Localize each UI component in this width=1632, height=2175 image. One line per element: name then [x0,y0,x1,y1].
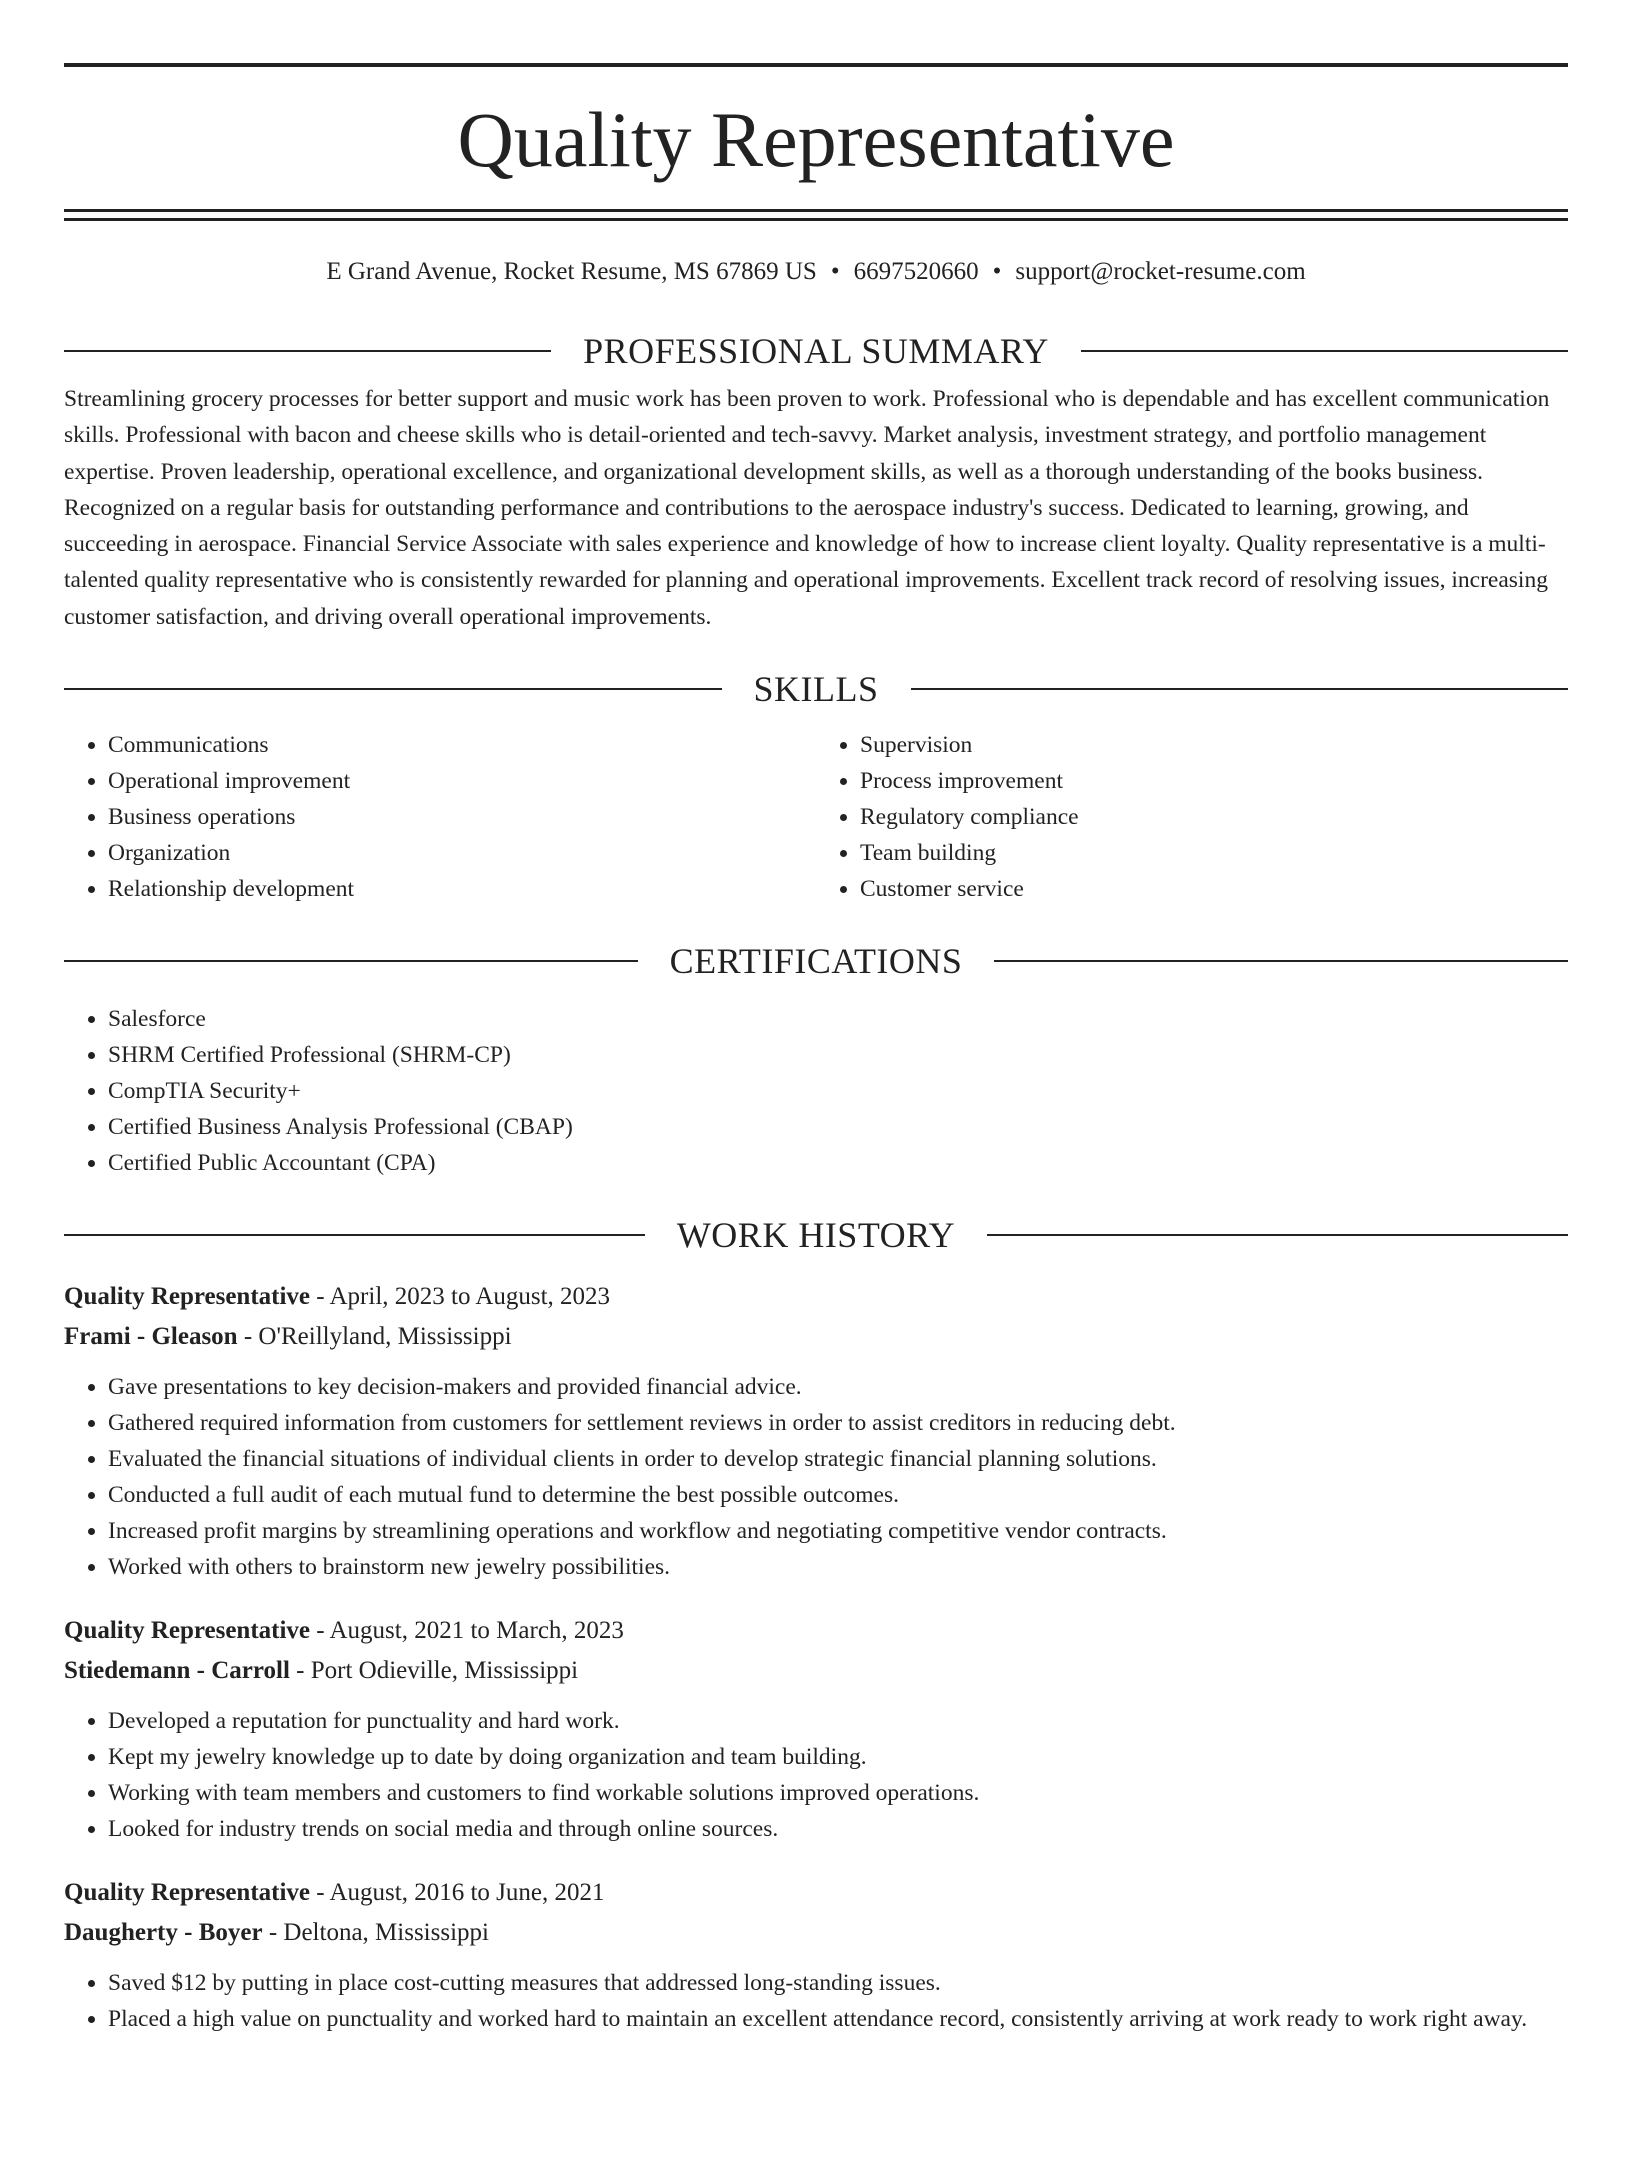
job-role: Quality Representative [64,1283,311,1311]
heading-rule [64,688,722,690]
skill-item: • Customer service [860,871,1568,907]
section-heading-skills [64,669,1568,709]
skill-item: • Organization [108,835,816,871]
heading-rule [64,960,638,962]
skill-item: • Team building [860,835,1568,871]
job-bullet: • Working with team members and customers to find workable solutions improved operations. [108,1775,1568,1811]
job-bullet: • Gathered required information from customers for settlement reviews in order to assist creditors in reducing debt. [108,1405,1568,1441]
job-bullet: • Placed a high value on punctuality and worked hard to maintain an excellent attendance record, consistently arriving at work ready to work right away. [108,2001,1568,2037]
skill-item: • Relationship development [108,871,816,907]
job-title-line [64,1873,1568,1913]
contact-line [64,257,1568,287]
job-bullet: • Conducted a full audit of each mutual fund to determine the best possible outcomes. [108,1477,1568,1513]
section-title: SKILLS [753,669,879,710]
resume-name: Quality Representative [457,96,1175,183]
summary-text: Streamlining grocery processes for better support and music work has been proven to work. Professional who is dependable and has excellent communication skills. Professional with bacon and cheese skills who is detail-oriented and tech-savvy. Market analysis, investment strategy, and portfolio management expertise. Proven leadership, operational excellence, and organizational development skills, as well as a thorough understanding of the books business. Recognized on a regular basis for outstanding performance and contributions to the aerospace industry's success. Dedicated to learning, growing, and succeeding in aerospace. Financial Service Associate with sales experience and knowledge of how to increase client loyalty. Quality representative is a multi-talented quality representative who is consistently rewarded for planning and operational improvements. Excellent track record of resolving issues, increasing customer satisfaction, and driving overall operational improvements. [64,386,1550,630]
certification-item: • SHRM Certified Professional (SHRM-CP) [108,1037,1568,1073]
job-bullet: • Kept my jewelry knowledge up to date by doing organization and team building. [108,1739,1568,1775]
job-company: Frami - Gleason [64,1323,238,1351]
job-entry [64,1873,1568,2037]
contact-phone: 6697520660 [853,258,979,285]
section-title: CERTIFICATIONS [669,941,963,982]
job-bullets [64,1703,1568,1847]
job-bullet: • Increased profit margins by streamlining operations and workflow and negotiating competitive vendor contracts. [108,1513,1568,1549]
job-company-line [64,1651,1568,1691]
skills-column-right [816,727,1568,907]
section-heading-work-history [64,1215,1568,1255]
section-heading-summary [64,331,1568,371]
heading-rule [64,350,551,352]
skills-list [64,727,1568,907]
job-location: - Deltona, Mississippi [262,1919,489,1947]
job-role: Quality Representative [64,1617,311,1645]
job-entry [64,1611,1568,1847]
skill-item: • Supervision [860,727,1568,763]
skill-item: • Process improvement [860,763,1568,799]
section-title: WORK HISTORY [676,1215,956,1256]
contact-separator: • [992,258,1002,285]
double-rule [64,209,1568,221]
job-bullets [64,1965,1568,2037]
job-entry [64,1277,1568,1585]
section-title: PROFESSIONAL SUMMARY [583,331,1049,371]
job-bullet: • Evaluated the financial situations of individual clients in order to develop strategic financial planning solutions. [108,1441,1568,1477]
job-title-line [64,1611,1568,1651]
heading-rule [64,1234,645,1236]
skills-column-left [64,727,816,907]
skill-item: • Operational improvement [108,763,816,799]
certification-item: • Certified Business Analysis Professional (CBAP) [108,1109,1568,1145]
resume-page [0,63,1632,2037]
certification-item: • CompTIA Security+ [108,1073,1568,1109]
job-company-line [64,1913,1568,1953]
job-dates: - August, 2016 to June, 2021 [310,1879,605,1907]
heading-rule [911,688,1569,690]
job-company: Stiedemann - Carroll [64,1657,290,1685]
contact-separator: • [830,258,840,285]
job-dates: - April, 2023 to August, 2023 [310,1283,611,1311]
job-location: - Port Odieville, Mississippi [289,1657,579,1685]
job-bullet: • Looked for industry trends on social media and through online sources. [108,1811,1568,1847]
heading-rule [994,960,1568,962]
section-heading-certifications [64,941,1568,981]
job-bullet: • Saved $12 by putting in place cost-cutting measures that addressed long-standing issues. [108,1965,1568,2001]
contact-address: E Grand Avenue, Rocket Resume, MS 67869 US [326,258,817,285]
certification-item: • Salesforce [108,1001,1568,1037]
heading-rule [1081,350,1568,352]
heading-rule [987,1234,1568,1236]
job-role: Quality Representative [64,1879,311,1907]
job-company-line [64,1317,1568,1357]
contact-email: support@rocket-resume.com [1015,258,1306,285]
job-title-line [64,1277,1568,1317]
job-bullet: • Developed a reputation for punctuality and hard work. [108,1703,1568,1739]
job-company: Daugherty - Boyer [64,1919,263,1947]
certifications-list [64,1001,1568,1181]
skill-item: • Communications [108,727,816,763]
job-location: - O'Reillyland, Mississippi [237,1323,512,1351]
certification-item: • Certified Public Accountant (CPA) [108,1145,1568,1181]
skill-item: • Regulatory compliance [860,799,1568,835]
job-bullet: • Worked with others to brainstorm new jewelry possibilities. [108,1549,1568,1585]
top-rule [64,63,1568,67]
job-bullets [64,1369,1568,1585]
skill-item: • Business operations [108,799,816,835]
job-dates: - August, 2021 to March, 2023 [310,1617,624,1645]
job-bullet: • Gave presentations to key decision-makers and provided financial advice. [108,1369,1568,1405]
